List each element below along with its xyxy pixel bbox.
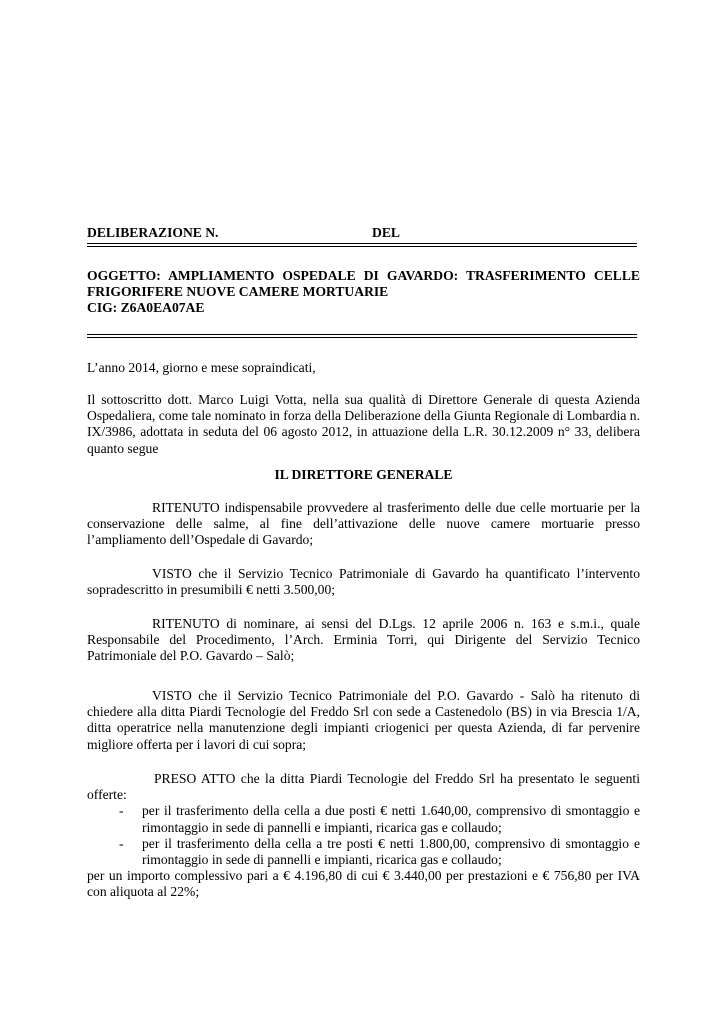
separator-rule	[87, 243, 637, 247]
dash-bullet: -	[119, 835, 124, 851]
cig-code: CIG: Z6A0EA07AE	[87, 300, 205, 316]
ritenuto-paragraph-2: RITENUTO di nominare, ai sensi del D.Lgs. 12 aprile 2006 n. 163 e s.m.i., quale Responsabile del Procedimento, l’Arch. Erminia Torri, qui Dirigente del Servizio Tecnico Patrimoniale del P.O. Gavardo – Salò;	[87, 616, 640, 664]
oggetto-title: OGGETTO: AMPLIAMENTO OSPEDALE DI GAVARDO: TRASFERIMENTO CELLE FRIGORIFERE NUOVE CAMERE MORTUARIE	[87, 268, 640, 300]
deliberazione-label: DELIBERAZIONE N.	[87, 225, 219, 240]
section-heading: IL DIRETTORE GENERALE	[274, 467, 453, 482]
offerta-text: per il trasferimento della cella a due posti € netti 1.640,00, comprensivo di smontaggio e rimontaggio in sede di pannelli e impianti, ricarica gas e collaudo;	[142, 803, 640, 835]
anno-paragraph: L’anno 2014, giorno e mese sopraindicati,	[87, 360, 316, 375]
preso-atto-block	[87, 771, 640, 901]
separator-rule	[87, 334, 637, 338]
sottoscritto-paragraph: Il sottoscritto dott. Marco Luigi Votta, nella sua qualità di Direttore Generale di questa Azienda Ospedaliera, come tale nominato in forza della Deliberazione della Giunta Regionale di Lombardia n. IX/3986, adottata in seduta del 06 agosto 2012, in attuazione della L.R. 30.12.2009 n° 33, delibera quanto segue	[87, 392, 640, 456]
oggetto-block	[87, 268, 640, 317]
visto-paragraph-2: VISTO che il Servizio Tecnico Patrimoniale del P.O. Gavardo - Salò ha ritenuto di chiedere alla ditta Piardi Tecnologie del Freddo Srl con sede a Castenedolo (BS) in via Brescia 1/A, ditta operatrice nella manutenzione degli impianti criogenici per questa Azienda, di far pervenire migliore offerta per i lavori di cui sopra;	[87, 688, 640, 752]
deliberazione-header	[87, 225, 640, 241]
list-item	[87, 803, 640, 835]
preso-atto-paragraph: PRESO ATTO che la ditta Piardi Tecnologie del Freddo Srl ha presentato le seguenti offerte:	[87, 771, 640, 803]
list-item	[87, 836, 640, 868]
visto-paragraph-1: VISTO che il Servizio Tecnico Patrimoniale di Gavardo ha quantificato l’intervento sopradescritto in presumibili € netti 3.500,00;	[87, 566, 640, 598]
importo-paragraph: per un importo complessivo pari a € 4.196,80 di cui € 3.440,00 per prestazioni e € 756,80 per IVA con aliquota al 22%;	[87, 868, 640, 900]
offerta-text: per il trasferimento della cella a tre posti € netti 1.800,00, comprensivo di smontaggio e rimontaggio in sede di pannelli e impianti, ricarica gas e collaudo;	[142, 835, 640, 868]
ritenuto-paragraph-1: RITENUTO indispensabile provvedere al trasferimento delle due celle mortuarie per la conservazione delle salme, al fine dell’attivazione delle nuove camere mortuarie presso l’ampliamento dell’Ospedale di Gavardo;	[87, 500, 640, 548]
dash-bullet: -	[119, 803, 124, 819]
del-label: DEL	[372, 225, 400, 240]
offerte-list	[87, 803, 640, 868]
